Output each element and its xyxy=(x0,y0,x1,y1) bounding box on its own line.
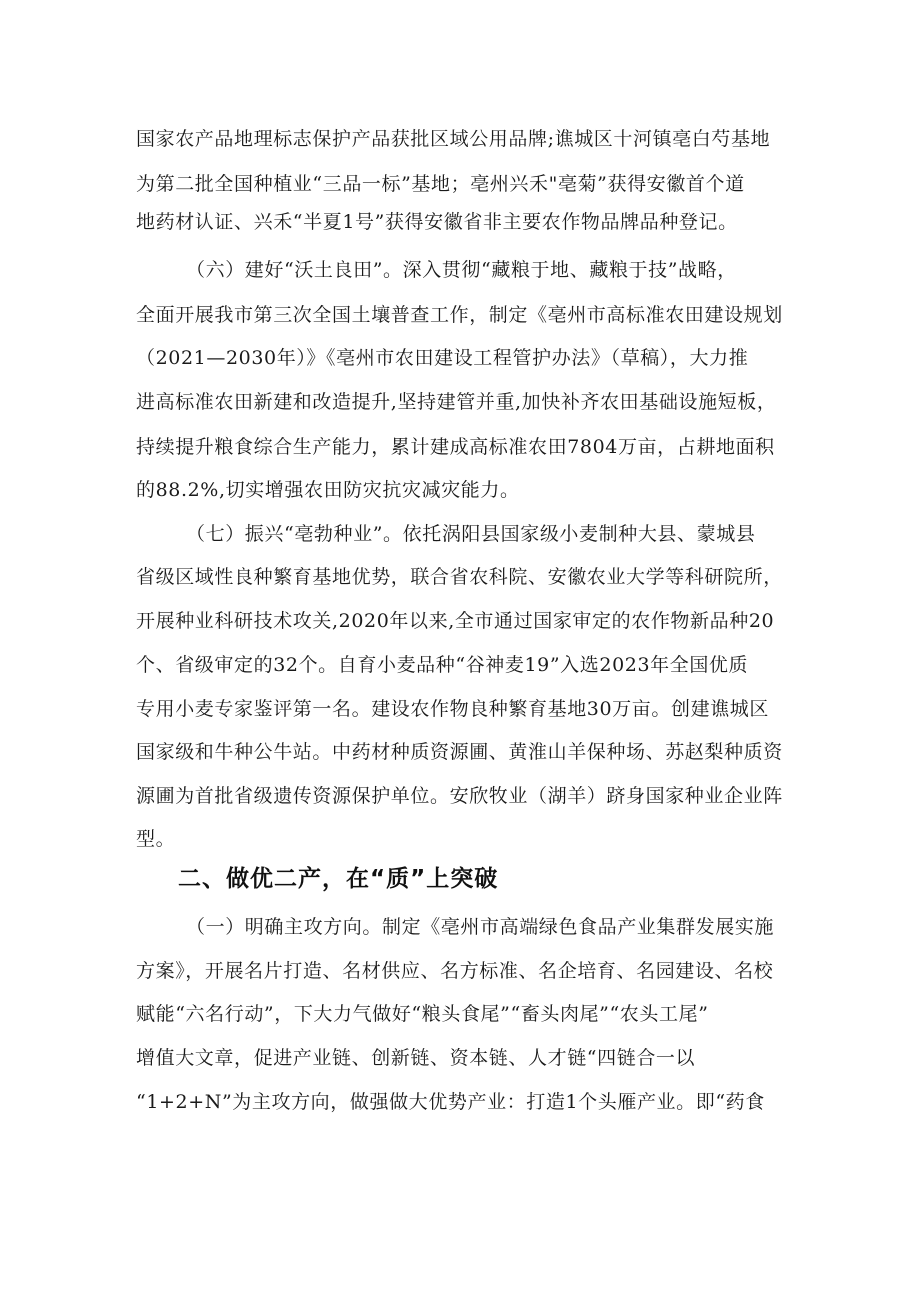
section-heading: 二、做优二产，在“质”上突破 xyxy=(178,866,499,892)
text-line: 持续提升粮食综合生产能力，累计建成高标准农田7804万亩，占耕地面积 xyxy=(136,436,775,458)
text-line: （2021—2030年）》《亳州市农田建设工程管护办法》（草稿），大力推 xyxy=(136,347,749,369)
text-line: 的88.2%,切实增强农田防灾抗灾减灾能力。 xyxy=(136,479,520,501)
text-line: 型。 xyxy=(136,828,176,850)
text-line: “1+2+N”为主攻方向，做强做大优势产业：打造1个头雁产业。即“药食 xyxy=(136,1091,765,1113)
text-line: 省级区域性良种繁育基地优势，联合省农科院、安徽农业大学等科研院所， xyxy=(136,566,783,588)
text-line: 国家农产品地理标志保护产品获批区域公用品牌;谯城区十河镇亳白芍基地 xyxy=(136,128,771,150)
text-line: 地药材认证、兴禾“半夏1号”获得安徽省非主要农作物品牌品种登记。 xyxy=(136,211,738,233)
text-line: 方案》，开展名片打造、名材供应、名方标准、名企培育、名园建设、名校 xyxy=(136,960,774,982)
text-line: 增值大文章，促进产业链、创新链、资本链、人才链“四链合一以 xyxy=(136,1047,696,1069)
text-line: 为第二批全国种植业“三品一标”基地；亳州兴禾"亳菊”获得安徽首个道 xyxy=(136,173,745,195)
section-2-paragraph-1-first-line: （一）明确主攻方向。制定《亳州市高端绿色食品产业集群发展实施 xyxy=(186,916,775,938)
text-line: 全面开展我市第三次全国土壤普查工作，制定《亳州市高标准农田建设规划 xyxy=(136,304,783,326)
text-line: 个、省级审定的32个。自育小麦品种“谷神麦19”入选2023年全国优质 xyxy=(136,654,749,676)
text-line: 开展种业科研技术攻关,2020年以来,全市通过国家审定的农作物新品种20 xyxy=(136,610,775,632)
paragraph-6-first-line: （六）建好“沃土良田”。深入贯彻“藏粮于地、藏粮于技”战略， xyxy=(186,259,737,281)
text-line: 专用小麦专家鉴评第一名。建设农作物良种繁育基地30万亩。创建谯城区 xyxy=(136,698,769,720)
text-line: 源圃为首批省级遗传资源保护单位。安欣牧业（湖羊）跻身国家种业企业阵 xyxy=(136,785,783,807)
paragraph-7-first-line: （七）振兴“亳勃种业”。依托涡阳县国家级小麦制种大县、蒙城县 xyxy=(186,523,756,545)
text-line: 国家级和牛种公牛站。中药材种质资源圃、黄淮山羊保种场、苏赵梨种质资 xyxy=(136,741,783,763)
text-line: 赋能“六名行动”，下大力气做好“粮头食尾”“畜头肉尾”“农头工尾” xyxy=(136,1003,709,1025)
text-line: 进高标准农田新建和改造提升,坚持建管并重,加快补齐农田基础设施短板， xyxy=(136,391,777,413)
